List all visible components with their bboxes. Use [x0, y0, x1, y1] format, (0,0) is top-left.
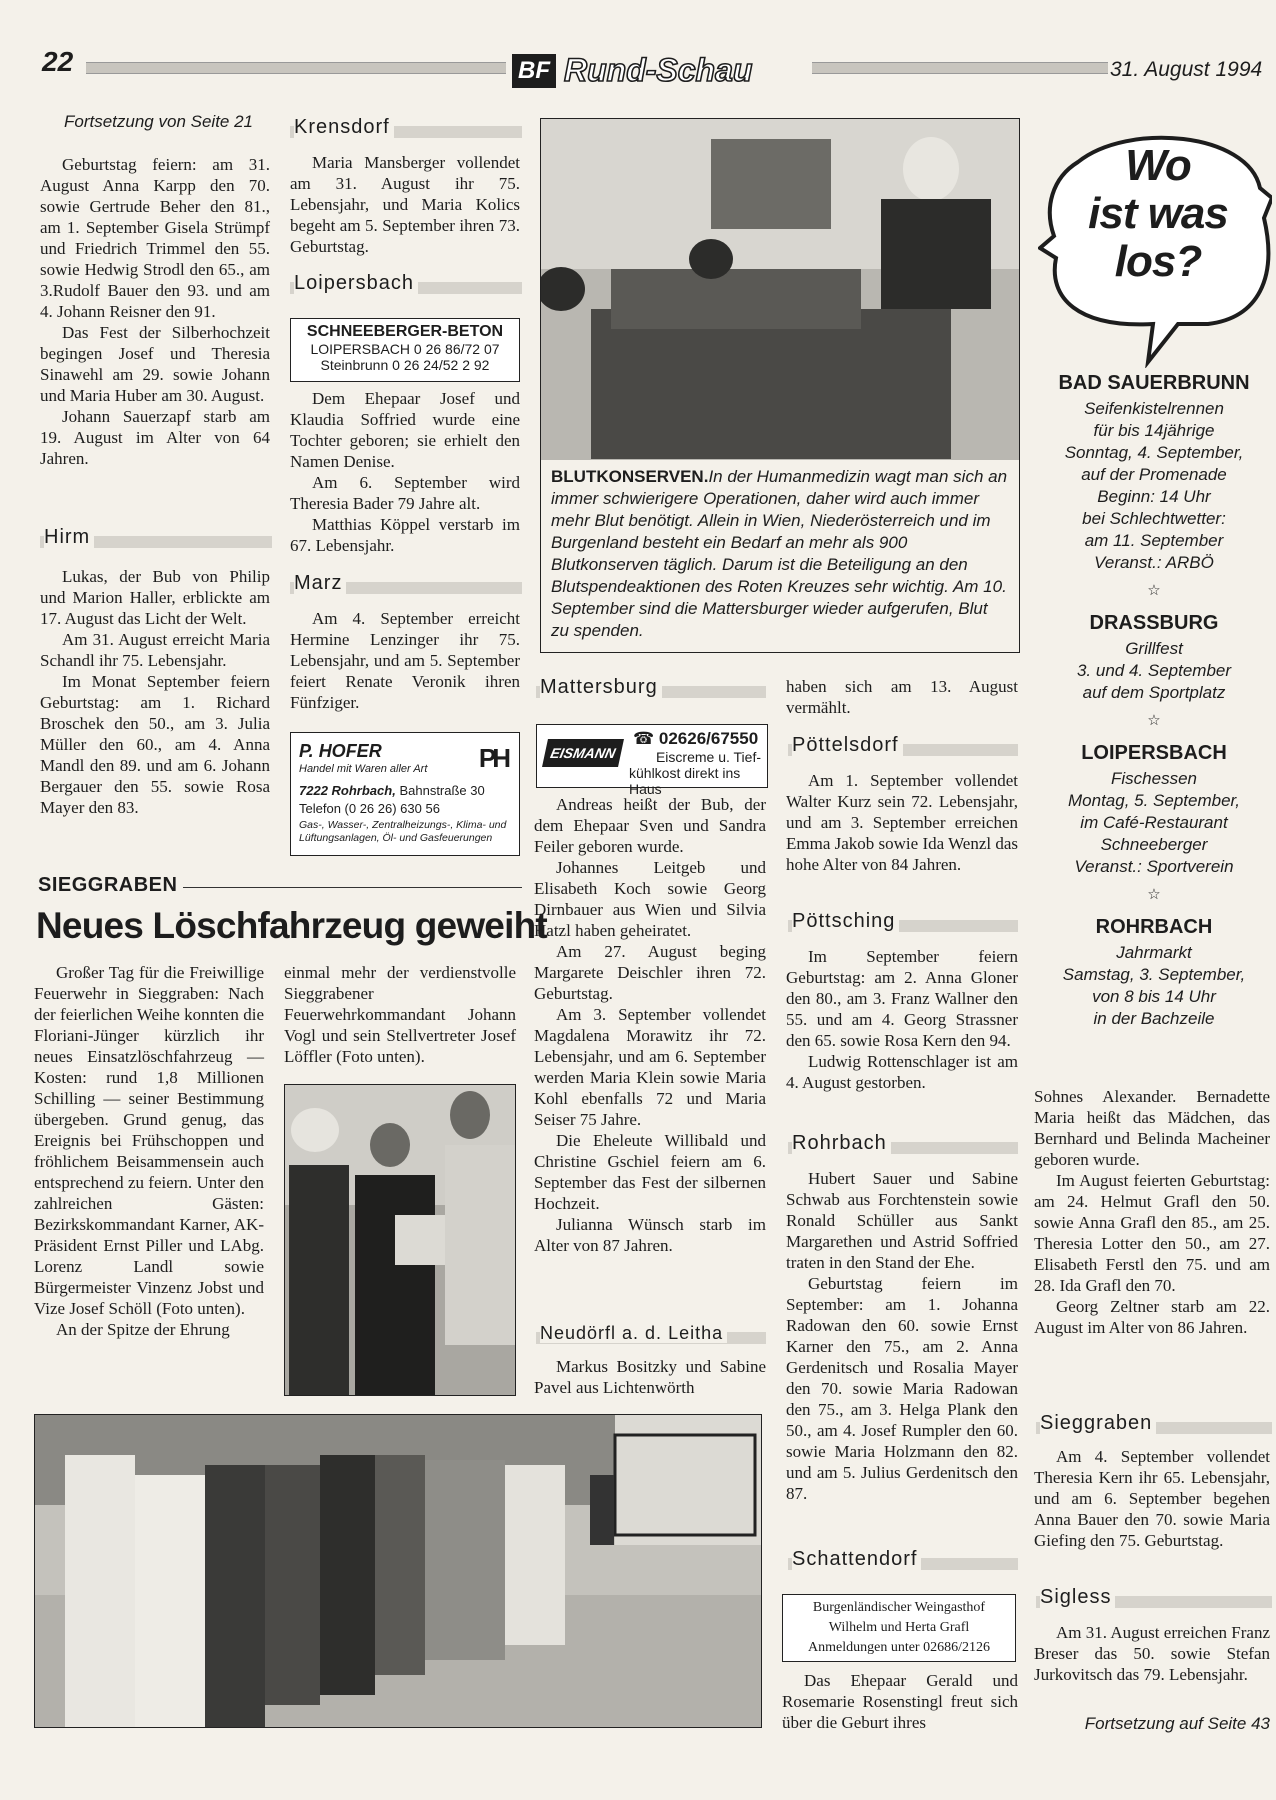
eismann-text: Eiscreme u. Tief-	[655, 749, 761, 765]
paragraph: Johannes Leitgeb und Elisabeth Koch sowie Georg Dirnbauer aus Wien und Silvia Hatzl haben geheiratet.	[534, 858, 766, 940]
event-line: Seifenkistelrennen	[1084, 399, 1224, 418]
marz-text	[290, 608, 520, 713]
sigless-text	[1034, 1622, 1270, 1685]
event-line: im Café-Restaurant	[1080, 813, 1228, 832]
ad-hofer	[290, 732, 520, 856]
neudoerfl-text	[534, 1356, 766, 1398]
ad-title: SCHNEEBERGER-BETON	[306, 323, 504, 340]
logo-title: Rund-Schau	[564, 52, 753, 88]
event-line: Jahrmarkt	[1116, 943, 1192, 962]
column-1-text	[40, 154, 270, 469]
paragraph: Am 6. September wird Theresia Bader 79 Jahre alt.	[290, 473, 520, 513]
section-heading-text: Sieggraben	[1040, 1412, 1156, 1434]
section-heading-marz	[290, 570, 522, 596]
event-town: LOIPERSBACH	[1081, 742, 1227, 764]
paragraph: Geburtstag feiern im September: am 1. Johanna Radowan den 60. sowie Ernst Karner den 75., am 2. Anna Gerdenitsch und Rosalia Mayer den 70. sowie Maria Radowan den 75., am 3. Helga Plank den 50., am 4. Josef Rumpler den 60. sowie Maria Holzmann den 82. und am 5. Julius Gerdenitsch den 87.	[786, 1274, 1018, 1503]
column-4-lead	[786, 676, 1018, 718]
column-5-text	[1034, 1086, 1270, 1338]
paragraph: Sohnes Alexander. Bernadette Maria heißt das Mädchen, das Bernhard und Belinda Macheiner geboren wurde.	[1034, 1087, 1270, 1169]
event-line: Veranst.: Sportverein	[1074, 857, 1234, 876]
event-line: Sonntag, 4. September,	[1064, 443, 1244, 462]
paragraph: Julianna Wünsch starb im Alter von 87 Jahren.	[534, 1215, 766, 1255]
paragraph: Großer Tag für die Freiwillige Feuerwehr in Sieggraben: Nach der feierlichen Weihe konnten die Floriani-Jünger kürzlich ihr neues Einsatzlöschfahrzeug — Kosten: rund 1,8 Millionen Schilling — seiner Bestimmung übergeben. Grund genug, das Ereignis bei Frühschoppen und fröhlichem Beisammensein auch entsprechend zu feiern. Unter den zahlreichen Gästen: Bezirkskommandant Karner, AK-Präsident Ernst Piller und LAbg. Lorenz Landl sowie Bürgermeister Vinzenz Jobst und Vize Josef Schöll (Foto unten).	[34, 963, 264, 1318]
paragraph: Im Monat September feiern Geburtstag: am 1. Richard Broschek den 50., am 3. Julia Müller den 60., am 4. Anna Mandl den 89. und am 6. Johann Bergauer den 55. sowie Rosa Mayer den 83.	[40, 672, 270, 817]
ad-weingasthof	[782, 1594, 1016, 1662]
star-icon: ☆	[1147, 582, 1161, 599]
article-headline: Neues Löschfahrzeug geweiht	[36, 905, 547, 946]
section-heading-text: Marz	[294, 572, 346, 594]
ceremony-illustration	[35, 1415, 761, 1727]
paragraph: Am 3. September vollendet Magdalena Morawitz ihr 72. Lebensjahr, und am 6. September werden Maria Klein sowie Maria Kohl ebenfalls 72 und Maria Seiser 75 Jahre.	[534, 1005, 766, 1129]
section-heading-text: Mattersburg	[540, 676, 662, 698]
paragraph: Am 1. September vollendet Walter Kurz sein 72. Lebensjahr, und am 3. September erreichen Emma Jakob sowie Ida Wenzl das hohe Alter von 84 Jahren.	[786, 771, 1019, 874]
ad-hofer-tel: Telefon (0 26 26) 630 56	[299, 801, 440, 816]
photo-caption	[540, 460, 1020, 653]
section-heading-schattendorf	[788, 1546, 1018, 1572]
section-heading-text: Neudörfl a. d. Leitha	[540, 1323, 727, 1343]
event-line: Schneeberger	[1100, 835, 1208, 854]
section-heading-rohrbach	[788, 1130, 1018, 1156]
paragraph: einmal mehr der verdienstvolle Sieggrabener Feuerwehrkommandant Johann Vogl und sein Stellvertreter Josef Löffler (Foto unten).	[284, 963, 516, 1066]
paragraph: Im August feierten Geburtstag: am 24. Helmut Grafl den 50. sowie Anna Grafl den 85., am 25. Theresia Lotter den 50., am 27. Elisabeth Ferstl den 75. und am 28. Ida Grafl den 70.	[1034, 1171, 1270, 1295]
eismann-text: kühlkost direkt ins Haus	[629, 765, 741, 797]
paragraph: Am 4. September vollendet Theresia Kern ihr 65. Lebensjahr, und am 6. September begehen Anna Bauer den 70. sowie Maria Giefing den 75. Geburtstag.	[1034, 1447, 1270, 1550]
ad-line: Anmeldungen unter 02686/2126	[808, 1640, 990, 1655]
ad-hofer-sub: Handel mit Waren aller Art	[299, 763, 428, 775]
event-town: ROHRBACH	[1095, 916, 1213, 938]
eismann-logo: EISMANN	[542, 739, 624, 767]
ad-line: LOIPERSBACH 0 26 86/72 07	[310, 341, 500, 357]
ad-hofer-name: P. HOFER	[299, 741, 382, 761]
header-rule-left	[86, 62, 506, 74]
event-line: Samstag, 3. September,	[1062, 965, 1246, 984]
events-list	[1036, 368, 1272, 1030]
fire-truck-ceremony-photo	[34, 1414, 762, 1728]
paragraph: Geburtstag feiern: am 31. August Anna Karpp den 70. sowie Gertrude Beher den 81., am 1. September Gisela Strümpf und Friedrich Trimmel den 55. sowie Hedwig Strodl den 65., am 3.Rudolf Bauer den 93. und am 4. Johann Reisner den 91.	[40, 155, 270, 321]
ad-hofer-address	[299, 783, 485, 798]
ad-eismann	[536, 724, 768, 797]
article-column-2	[284, 962, 516, 1067]
ad-schneeberger-beton	[290, 318, 520, 382]
section-heading-text: Sigless	[1040, 1586, 1115, 1608]
paragraph: Andreas heißt der Bub, der dem Ehepaar Sven und Sandra Feiler geboren wurde.	[534, 795, 766, 856]
blood-donation-photo	[540, 118, 1020, 462]
speech-bubble	[1038, 128, 1272, 368]
event-line: Veranst.: ARBÖ	[1094, 553, 1214, 572]
event-line: Beginn: 14 Uhr	[1097, 487, 1211, 506]
sieggraben-text	[1034, 1446, 1270, 1551]
ad-hofer-city: 7222 Rohrbach,	[299, 783, 396, 798]
kicker-text: SIEGGRABEN	[38, 874, 183, 896]
event-town: DRASSBURG	[1089, 612, 1219, 634]
event-line: 3. und 4. September	[1076, 661, 1232, 680]
paragraph: Johann Sauerzapf starb am 19. August im Alter von 64 Jahren.	[40, 407, 270, 468]
event-line: auf dem Sportplatz	[1082, 683, 1226, 702]
event-line: für bis 14jährige	[1093, 421, 1215, 440]
caption-text: In der Humanmedizin wagt man sich an immer schwierigere Operationen, daher wird auch immer mehr Blut benötigt. Allein in Wien, Niederösterreich und im Burgenland besteht ein Bedarf an mehr als 900 Blutkonserven täglich. Darum ist die Beteiligung an den Blutspendeaktionen des Roten Kreuzes sehr wichtig. Am 10. September sind die Mattersburger wieder aufgerufen, Blut zu spenden.	[551, 467, 1008, 640]
paragraph: Georg Zeltner starb am 22. August im Alter von 86 Jahren.	[1034, 1297, 1270, 1337]
paragraph: Am 31. August erreicht Maria Schandl ihr 75. Lebensjahr.	[40, 630, 270, 670]
section-heading-hirm	[40, 524, 272, 550]
section-heading-text: Hirm	[44, 526, 94, 548]
section-heading-text: Schattendorf	[792, 1548, 921, 1570]
header-rule-right	[812, 62, 1108, 74]
event-line: bei Schlechtwetter:	[1082, 509, 1226, 528]
section-heading-text: Pöttelsdorf	[792, 734, 903, 756]
logo-bf: BF	[512, 54, 556, 88]
paragraph: Ludwig Rottenschlager ist am 4. August gestorben.	[786, 1052, 1018, 1092]
paragraph: Markus Bositzky und Sabine Pavel aus Lichtenwörth	[534, 1357, 766, 1397]
continued-on: Fortsetzung auf Seite 43	[1084, 1714, 1270, 1733]
section-heading-text: Rohrbach	[792, 1132, 891, 1154]
paragraph: Am 27. August beging Margarete Deischler ihren 72. Geburtstag.	[534, 942, 766, 1003]
paragraph: Das Ehepaar Gerald und Rosemarie Rosenstingl freut sich über die Geburt ihres	[782, 1671, 1018, 1732]
ad-line: Steinbrunn 0 26 24/52 2 92	[320, 357, 490, 373]
event-town: BAD SAUERBRUNN	[1058, 372, 1250, 394]
paragraph: Dem Ehepaar Josef und Klaudia Soffried wurde eine Tochter geboren; sie erhielt den Namen Denise.	[290, 389, 520, 471]
article-column-1	[34, 962, 264, 1340]
event-line: am 11. September	[1084, 531, 1224, 550]
paragraph: Maria Mansberger vollendet am 31. August ihr 75. Lebensjahr, und Maria Kolics begeht am 5. September ihren 73. Geburtstag.	[290, 153, 520, 256]
event-line: auf der Promenade	[1081, 465, 1227, 484]
section-heading-sigless	[1036, 1584, 1272, 1610]
event-line: Grillfest	[1125, 639, 1183, 658]
paragraph: Die Eheleute Willibald und Christine Gschiel feiern am 6. September das Fest der silbernen Hochzeit.	[534, 1131, 766, 1213]
paragraph: Am 31. August erreichen Franz Breser das 50. sowie Stefan Jurkovitsch das 79. Lebensjahr.	[1034, 1623, 1270, 1684]
continued-from: Fortsetzung von Seite 21	[64, 112, 254, 131]
bubble-line: Wo	[1125, 141, 1191, 190]
issue-date: 31. August 1994	[1110, 58, 1263, 81]
paragraph: Im September feiern Geburtstag: am 2. Anna Gloner den 80., am 3. Franz Wallner den 55. und am 4. Georg Strassner den 65. sowie Rosa Kern den 94.	[786, 947, 1018, 1050]
rohrbach-text	[786, 1168, 1018, 1504]
event-line: von 8 bis 14 Uhr	[1092, 987, 1216, 1006]
krensdorf-text	[290, 152, 520, 257]
section-heading-loipersbach	[290, 270, 522, 296]
section-heading-text: Loipersbach	[294, 272, 418, 294]
eismann-phone: ☎ 02626/67550	[633, 729, 759, 748]
paragraph: haben sich am 13. August vermählt.	[786, 677, 1018, 717]
section-heading-mattersburg	[536, 674, 766, 700]
section-heading-text: Krensdorf	[294, 116, 394, 138]
paragraph: Das Fest der Silberhochzeit begingen Josef und Theresia Sinawehl am 29. sowie Johann und Maria Huber am 30. August.	[40, 323, 270, 405]
bubble-line: ist was	[1088, 189, 1228, 238]
caption-bold: BLUTKONSERVEN.	[551, 467, 709, 486]
section-heading-text: Pöttsching	[792, 910, 899, 932]
section-heading-sieggraben	[1036, 1410, 1272, 1436]
event-line: Fischessen	[1111, 769, 1197, 788]
article-kicker	[38, 874, 522, 900]
page-number: 22	[42, 46, 74, 77]
paragraph: Hubert Sauer und Sabine Schwab aus Forchtenstein sowie Ronald Schüller aus Sankt Margarethen und Astrid Soffried traten in den Stand der Ehe.	[786, 1169, 1018, 1272]
section-heading-poettelsdorf	[788, 732, 1018, 758]
star-icon: ☆	[1147, 886, 1161, 903]
bubble-line: los?	[1114, 237, 1202, 286]
hofer-logo: PH	[478, 743, 507, 773]
ad-hofer-desc: Gas-, Wasser-, Zentralheizungs-, Klima- und Lüftungsanlagen, Öl- und Gasfeuerungen	[299, 819, 507, 844]
event-line: Montag, 5. September,	[1068, 791, 1240, 810]
firefighters-award-photo	[284, 1084, 516, 1396]
section-heading-poettsching	[788, 908, 1018, 934]
mattersburg-text	[534, 794, 766, 1256]
loipersbach-text	[290, 388, 520, 556]
hirm-text	[40, 566, 270, 818]
event-line: in der Bachzeile	[1093, 1009, 1215, 1028]
paragraph: Lukas, der Bub von Philip und Marion Haller, erblickte am 17. August das Licht der Welt.	[40, 567, 270, 628]
poettsching-text	[786, 946, 1018, 1093]
star-icon: ☆	[1147, 712, 1161, 729]
ad-hofer-street: Bahnstraße 30	[399, 783, 485, 798]
firefighters-illustration	[285, 1085, 515, 1395]
blood-donation-illustration	[541, 119, 1019, 461]
poettelsdorf-text	[786, 770, 1018, 875]
paragraph: Matthias Köppel verstarb im 67. Lebensjahr.	[290, 515, 520, 555]
ad-line: Wilhelm und Herta Grafl	[828, 1620, 970, 1635]
ad-line: Burgenländischer Weingasthof	[812, 1600, 986, 1615]
paragraph: Am 4. September erreicht Hermine Lenzinger ihr 75. Lebensjahr, und am 5. September feiert Renate Veronik ihren Fünfziger.	[290, 609, 520, 712]
section-heading-krensdorf	[290, 114, 522, 140]
schattendorf-text	[782, 1670, 1018, 1733]
paragraph: An der Spitze der Ehrung	[56, 1320, 230, 1339]
section-heading-neudoerfl	[536, 1320, 766, 1346]
